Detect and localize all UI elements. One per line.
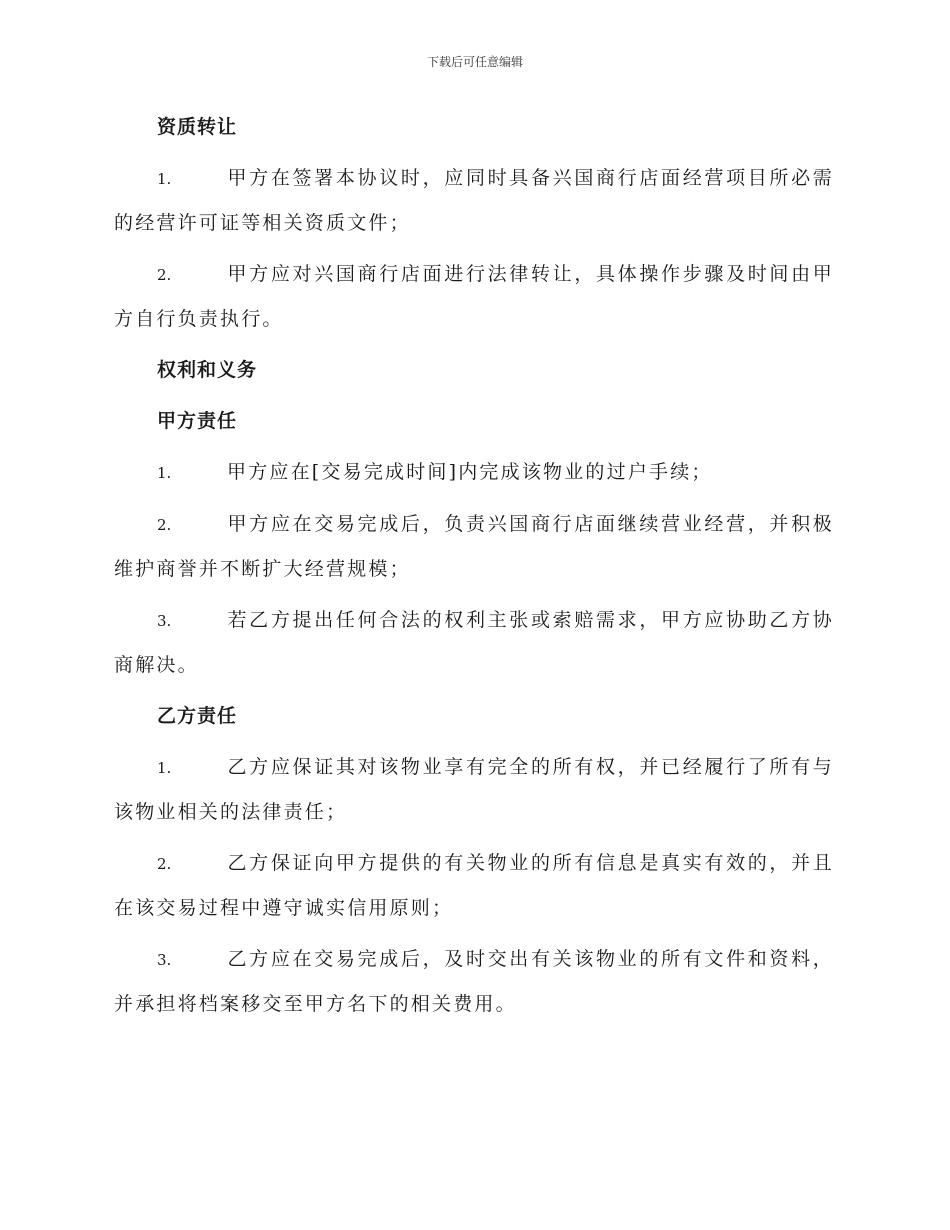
section-heading-party-a: 甲方责任 [157,410,238,432]
section-heading-qualification-transfer: 资质转让 [157,116,238,138]
page-header: 下载后可任意编辑 [426,55,523,69]
section-heading-rights-obligations: 权利和义务 [157,359,258,381]
list-item [114,598,834,687]
item-number: 2. [157,266,172,284]
item-text: 若乙方提出任何合法的权利主张或索赔需求，甲方应协助乙方协商解决。 [114,609,834,676]
section-heading-party-b: 乙方责任 [157,705,238,727]
item-text: 甲方在签署本协议时，应同时具备兴国商行店面经营项目所必需的经营许可证等相关资质文件； [114,167,834,234]
item-text: 甲方应对兴国商行店面进行法律转让，具体操作步骤及时间由甲方自行负责执行。 [114,263,834,330]
item-text: 乙方保证向甲方提供的有关物业的所有信息是真实有效的，并且在该交易过程中遵守诚实信用原则； [114,852,834,919]
list-item [114,252,834,341]
item-text: 乙方应在交易完成后，及时交出有关该物业的所有文件和资料，并承担将档案移交至甲方名下的相关费用。 [114,948,834,1015]
item-text: 甲方应在交易完成后，负责兴国商行店面继续营业经营，并积极维护商誉并不断扩大经营规模； [114,513,834,580]
item-number: 2. [157,516,172,534]
list-item [114,156,834,245]
list-item [114,502,834,591]
item-number: 2. [157,855,172,873]
document-body [114,105,834,1033]
item-number: 1. [157,464,172,482]
list-item [114,745,834,834]
item-text: 乙方应保证其对该物业享有完全的所有权，并已经履行了所有与该物业相关的法律责任； [114,756,834,823]
item-number: 3. [157,612,172,630]
item-number: 3. [157,951,172,969]
item-text: 甲方应在[交易完成时间]内完成该物业的过户手续； [227,461,713,483]
list-item [114,937,834,1026]
item-number: 1. [157,170,172,188]
item-number: 1. [157,759,172,777]
list-item [114,450,834,495]
list-item [114,841,834,930]
